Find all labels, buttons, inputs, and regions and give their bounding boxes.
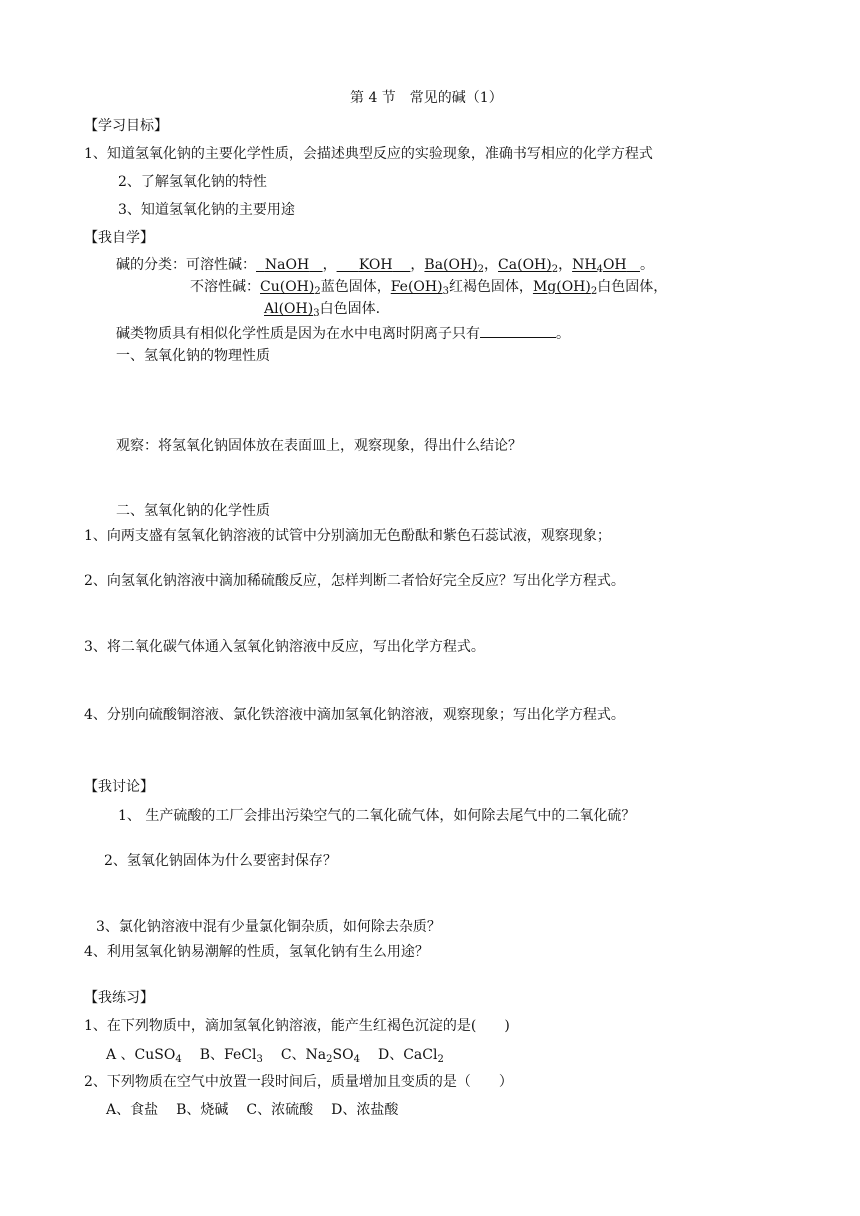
koh-formula: KOH [358,257,393,273]
answer-blank[interactable] [480,325,556,338]
discussion-item: 3、氯化钠溶液中混有少量氯化铜杂质，如何除去杂质？ [96,919,441,935]
objective-item: 3、知道氢氧化钠的主要用途 [118,202,295,218]
naoh-formula: NaOH [264,257,310,273]
insoluble-label: 不溶性碱： [190,279,260,295]
discussion-item: 4、利用氢氧化钠易潮解的性质，氢氧化钠有生么用途？ [84,944,429,960]
soluble-base-line: 碱的分类：可溶性碱： NaOH ， KOH ，$Ba(OH)_2$，$Ca(OH)_2$，$NH_4OH$ 。 [116,257,654,275]
mgoh-formula: $Mg(OH)_2$ [532,279,598,297]
option-d[interactable]: D、浓盐酸 [331,1102,399,1118]
self-study-heading: 【我自学】 [84,230,154,246]
chemical-properties-heading: 二、氢氧化钠的化学性质 [116,503,270,519]
chem-item: 4、分别向硫酸铜溶液、氯化铁溶液中滴加氢氧化钠溶液，观察现象；写出化学方程式。 [84,707,625,723]
discussion-heading: 【我讨论】 [84,779,154,795]
aloh-desc: 白色固体. [319,301,381,317]
objectives-heading: 【学习目标】 [84,118,168,134]
aloh-formula: $Al(OH)_3$ [264,301,320,319]
question-1-stem: 1、在下列物质中，滴加氢氧化钠溶液，能产生红褐色沉淀的是( ) [84,1018,510,1034]
question-1-options [106,1046,444,1064]
cuoh-formula: $Cu(OH)_2$ [260,279,321,297]
discussion-item: 1、 生产硫酸的工厂会排出污染空气的二氧化硫气体，如何除去尾气中的二氧化硫？ [118,808,636,824]
question-2-options [106,1101,398,1119]
option-a[interactable]: A、食盐 [106,1102,159,1118]
observe-question: 观察：将氢氧化钠固体放在表面皿上，观察现象，得出什么结论？ [116,438,522,454]
page-title: 第 4 节 常见的碱（1） [350,90,503,106]
insoluble-base-line [190,278,667,296]
option-b[interactable]: B、烧碱 [176,1102,229,1118]
question-2-stem: 2、下列物质在空气中放置一段时间后，质量增加且变质的是（ ） [84,1074,513,1090]
nh4oh-formula: $NH_4OH$ [572,257,627,275]
option-d[interactable]: D、CaCl$_2$ [377,1047,444,1065]
chem-item: 1、向两支盛有氢氧化钠溶液的试管中分别滴加无色酚酞和紫色石蕊试液，观察现象； [84,528,611,544]
option-c[interactable]: C、$Na_2SO_4$ [280,1047,360,1065]
objective-item: 1、知道氢氧化钠的主要化学性质，会描述典型反应的实验现象，准确书写相应的化学方程式 [84,146,653,162]
classification-label: 碱的分类：可溶性碱： [116,257,256,273]
discussion-item: 2、氢氧化钠固体为什么要密封保存？ [104,853,337,869]
option-c[interactable]: C、浓硫酸 [246,1102,314,1118]
similarity-line: 碱类物质具有相似化学性质是因为在水中电离时阴离子只有 。 [116,326,570,342]
mgoh-desc: 白色固体， [597,279,668,295]
objective-item: 2、了解氢氧化钠的特性 [118,174,267,190]
practice-heading: 【我练习】 [84,990,154,1006]
option-a[interactable]: A 、CuSO$_4$ [106,1047,182,1065]
chem-item: 2、向氢氧化钠溶液中滴加稀硫酸反应，怎样判断二者恰好完全反应？写出化学方程式。 [84,573,625,589]
aloh-line [264,300,380,318]
caoh-formula: $Ca(OH)_2$ [498,257,559,275]
baoh-formula: $Ba(OH)_2$ [424,257,485,275]
physical-properties-heading: 一、氢氧化钠的物理性质 [116,348,270,364]
cuoh-desc: 蓝色固体， [320,279,391,295]
chem-item: 3、将二氧化碳气体通入氢氧化钠溶液中反应，写出化学方程式。 [84,639,485,655]
feoh-formula: $Fe(OH)_3$ [390,279,449,297]
feoh-desc: 红褐色固体， [448,279,533,295]
option-b[interactable]: B、FeCl$_3$ [199,1047,263,1065]
similarity-text: 碱类物质具有相似化学性质是因为在水中电离时阴离子只有 [116,326,480,342]
